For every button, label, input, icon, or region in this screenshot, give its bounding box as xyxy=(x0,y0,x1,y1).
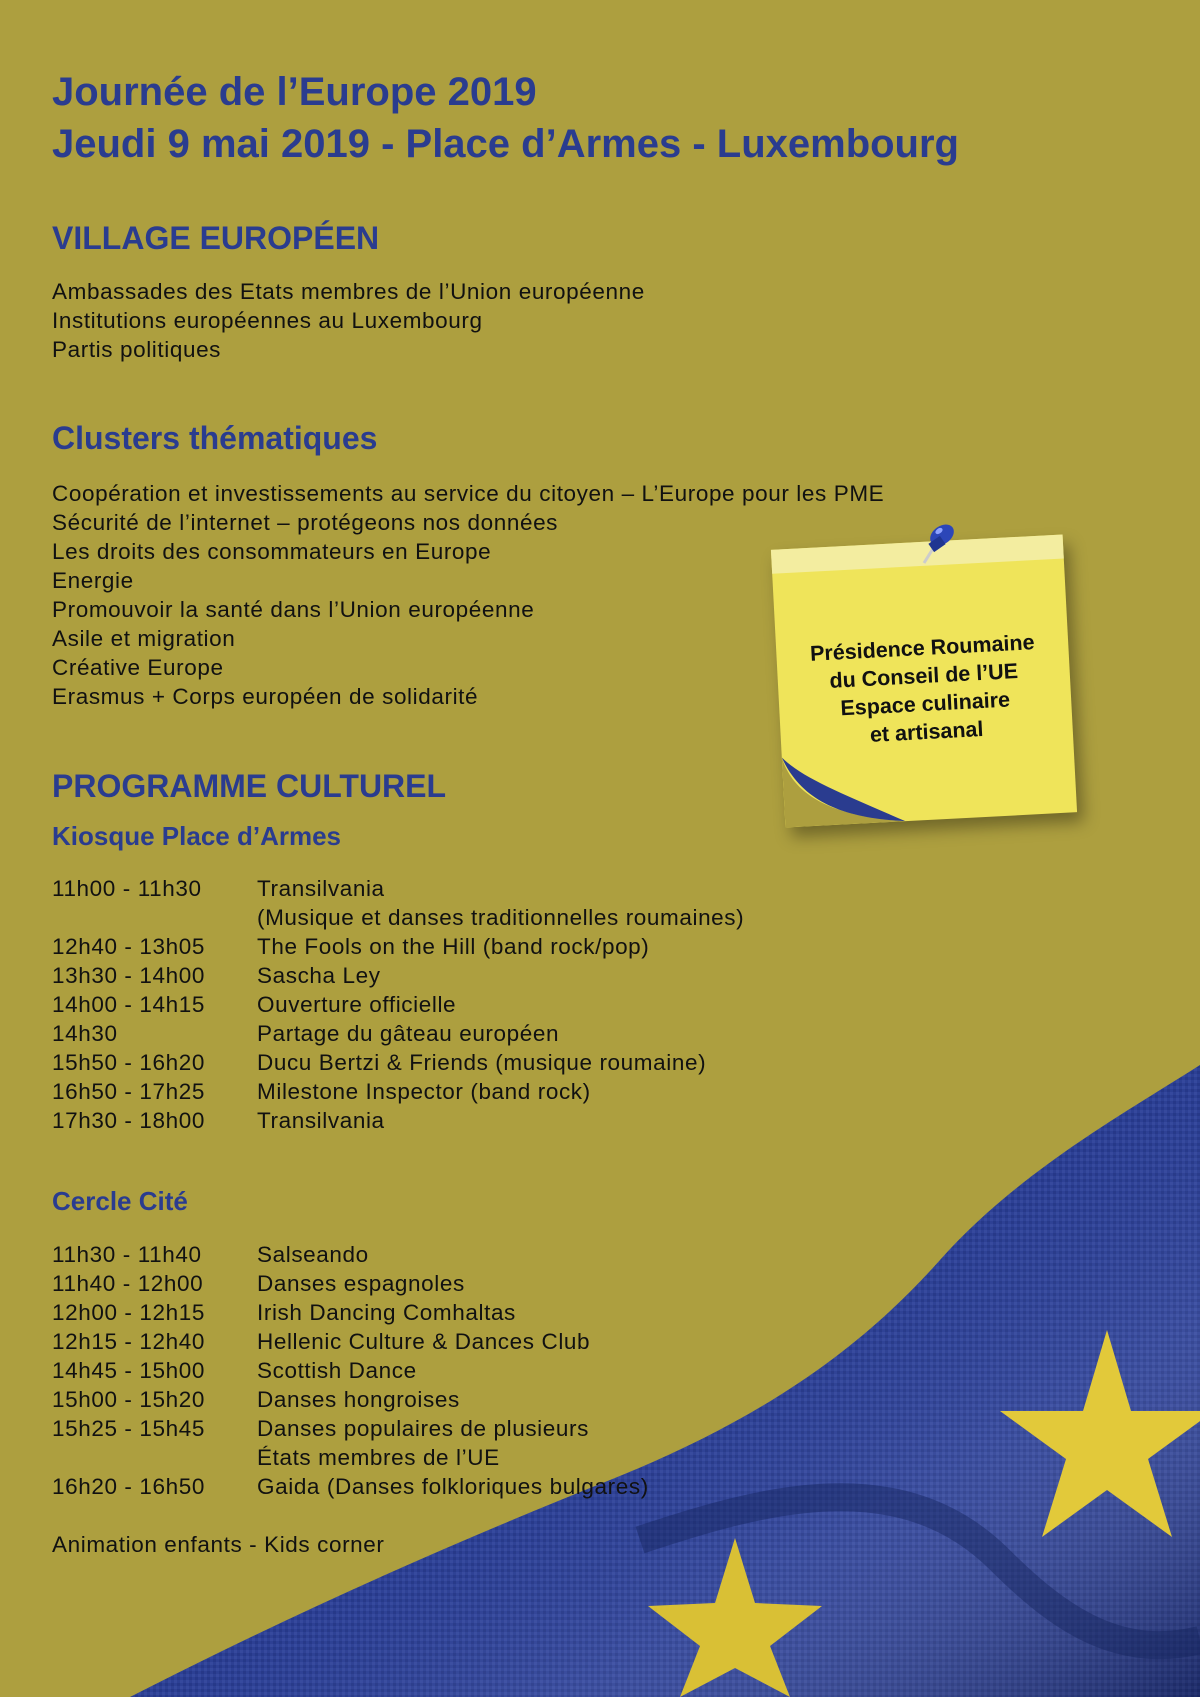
footer-note: Animation enfants - Kids corner xyxy=(52,1532,385,1557)
time-slot: 15h00 - 15h20 xyxy=(52,1387,205,1412)
time-slot: 11h00 - 11h30 xyxy=(52,876,202,901)
page-title xyxy=(52,66,959,170)
kiosque-schedule xyxy=(52,874,744,1135)
table-row xyxy=(52,1385,649,1414)
table-row xyxy=(52,874,744,903)
table-row-continuation xyxy=(52,903,744,932)
kiosque-heading: Kiosque Place d’Armes xyxy=(52,821,341,851)
table-row xyxy=(52,1269,649,1298)
time-slot: 17h30 - 18h00 xyxy=(52,1108,205,1133)
act-name: Danses populaires de plusieurs xyxy=(257,1416,589,1441)
note-text xyxy=(776,626,1073,753)
village-heading: VILLAGE EUROPÉEN xyxy=(52,220,380,256)
list-item: Institutions européennes au Luxembourg xyxy=(52,308,483,333)
act-name: Ducu Bertzi & Friends (musique roumaine) xyxy=(257,1050,707,1075)
table-row xyxy=(52,1019,744,1048)
act-name: Transilvania xyxy=(257,1108,385,1133)
table-row xyxy=(52,1472,649,1501)
note-line: et artisanal xyxy=(869,716,984,747)
table-row xyxy=(52,1106,744,1135)
list-item: Energie xyxy=(52,568,134,593)
sticky-note xyxy=(771,535,1077,828)
act-name: Gaida (Danses folkloriques bulgares) xyxy=(257,1474,649,1499)
pushpin-icon xyxy=(908,515,968,575)
act-name: The Fools on the Hill (band rock/pop) xyxy=(257,934,650,959)
table-row xyxy=(52,1414,649,1443)
time-slot: 16h50 - 17h25 xyxy=(52,1079,205,1104)
list-item: Partis politiques xyxy=(52,337,222,362)
table-row xyxy=(52,1077,744,1106)
time-slot: 14h45 - 15h00 xyxy=(52,1358,205,1383)
time-slot: 14h30 xyxy=(52,1021,118,1046)
note-line: Présidence Roumaine xyxy=(809,630,1036,666)
time-slot: 13h30 - 14h00 xyxy=(52,963,205,988)
list-item: Ambassades des Etats membres de l’Union européenne xyxy=(52,279,645,304)
table-row xyxy=(52,1327,649,1356)
act-name: Irish Dancing Comhaltas xyxy=(257,1300,516,1325)
time-slot: 11h40 - 12h00 xyxy=(52,1271,204,1296)
act-name: Milestone Inspector (band rock) xyxy=(257,1079,591,1104)
act-detail: États membres de l’UE xyxy=(257,1445,500,1470)
list-item: Sécurité de l’internet – protégeons nos données xyxy=(52,510,559,535)
title-line-2: Jeudi 9 mai 2019 - Place d’Armes - Luxembourg xyxy=(52,122,959,166)
act-detail: (Musique et danses traditionnelles roumaines) xyxy=(257,905,745,930)
programme-heading: PROGRAMME CULTUREL xyxy=(52,768,447,804)
act-name: Danses espagnoles xyxy=(257,1271,465,1296)
time-slot: 16h20 - 16h50 xyxy=(52,1474,205,1499)
note-line: du Conseil de l’UE xyxy=(828,659,1019,693)
table-row xyxy=(52,932,744,961)
act-name: Scottish Dance xyxy=(257,1358,417,1383)
act-name: Sascha Ley xyxy=(257,963,381,988)
note-line: Espace culinaire xyxy=(839,687,1011,721)
list-item: Coopération et investissements au service du citoyen – L’Europe pour les PME xyxy=(52,481,885,506)
time-slot: 15h25 - 15h45 xyxy=(52,1416,205,1441)
table-row xyxy=(52,961,744,990)
act-name: Transilvania xyxy=(257,876,385,901)
list-item: Les droits des consommateurs en Europe xyxy=(52,539,492,564)
list-item: Créative Europe xyxy=(52,655,224,680)
table-row xyxy=(52,1356,649,1385)
time-slot: 14h00 - 14h15 xyxy=(52,992,205,1017)
village-list xyxy=(52,277,645,364)
act-name: Hellenic Culture & Dances Club xyxy=(257,1329,591,1354)
time-slot: 11h30 - 11h40 xyxy=(52,1242,202,1267)
table-row xyxy=(52,1298,649,1327)
list-item: Promouvoir la santé dans l’Union européenne xyxy=(52,597,535,622)
list-item: Erasmus + Corps européen de solidarité xyxy=(52,684,479,709)
table-row xyxy=(52,990,744,1019)
act-name: Salseando xyxy=(257,1242,369,1267)
clusters-list xyxy=(52,479,884,711)
title-line-1: Journée de l’Europe 2019 xyxy=(52,70,537,114)
time-slot: 12h15 - 12h40 xyxy=(52,1329,205,1354)
act-name: Partage du gâteau européen xyxy=(257,1021,560,1046)
page-curl-icon xyxy=(782,751,905,827)
table-row xyxy=(52,1240,649,1269)
table-row-continuation xyxy=(52,1443,649,1472)
act-name: Ouverture officielle xyxy=(257,992,457,1017)
table-row xyxy=(52,1048,744,1077)
time-slot: 15h50 - 16h20 xyxy=(52,1050,205,1075)
cercle-heading: Cercle Cité xyxy=(52,1186,188,1216)
act-name: Danses hongroises xyxy=(257,1387,460,1412)
cercle-schedule xyxy=(52,1240,649,1501)
clusters-heading: Clusters thématiques xyxy=(52,420,378,456)
list-item: Asile et migration xyxy=(52,626,236,651)
time-slot: 12h40 - 13h05 xyxy=(52,934,205,959)
time-slot: 12h00 - 12h15 xyxy=(52,1300,205,1325)
